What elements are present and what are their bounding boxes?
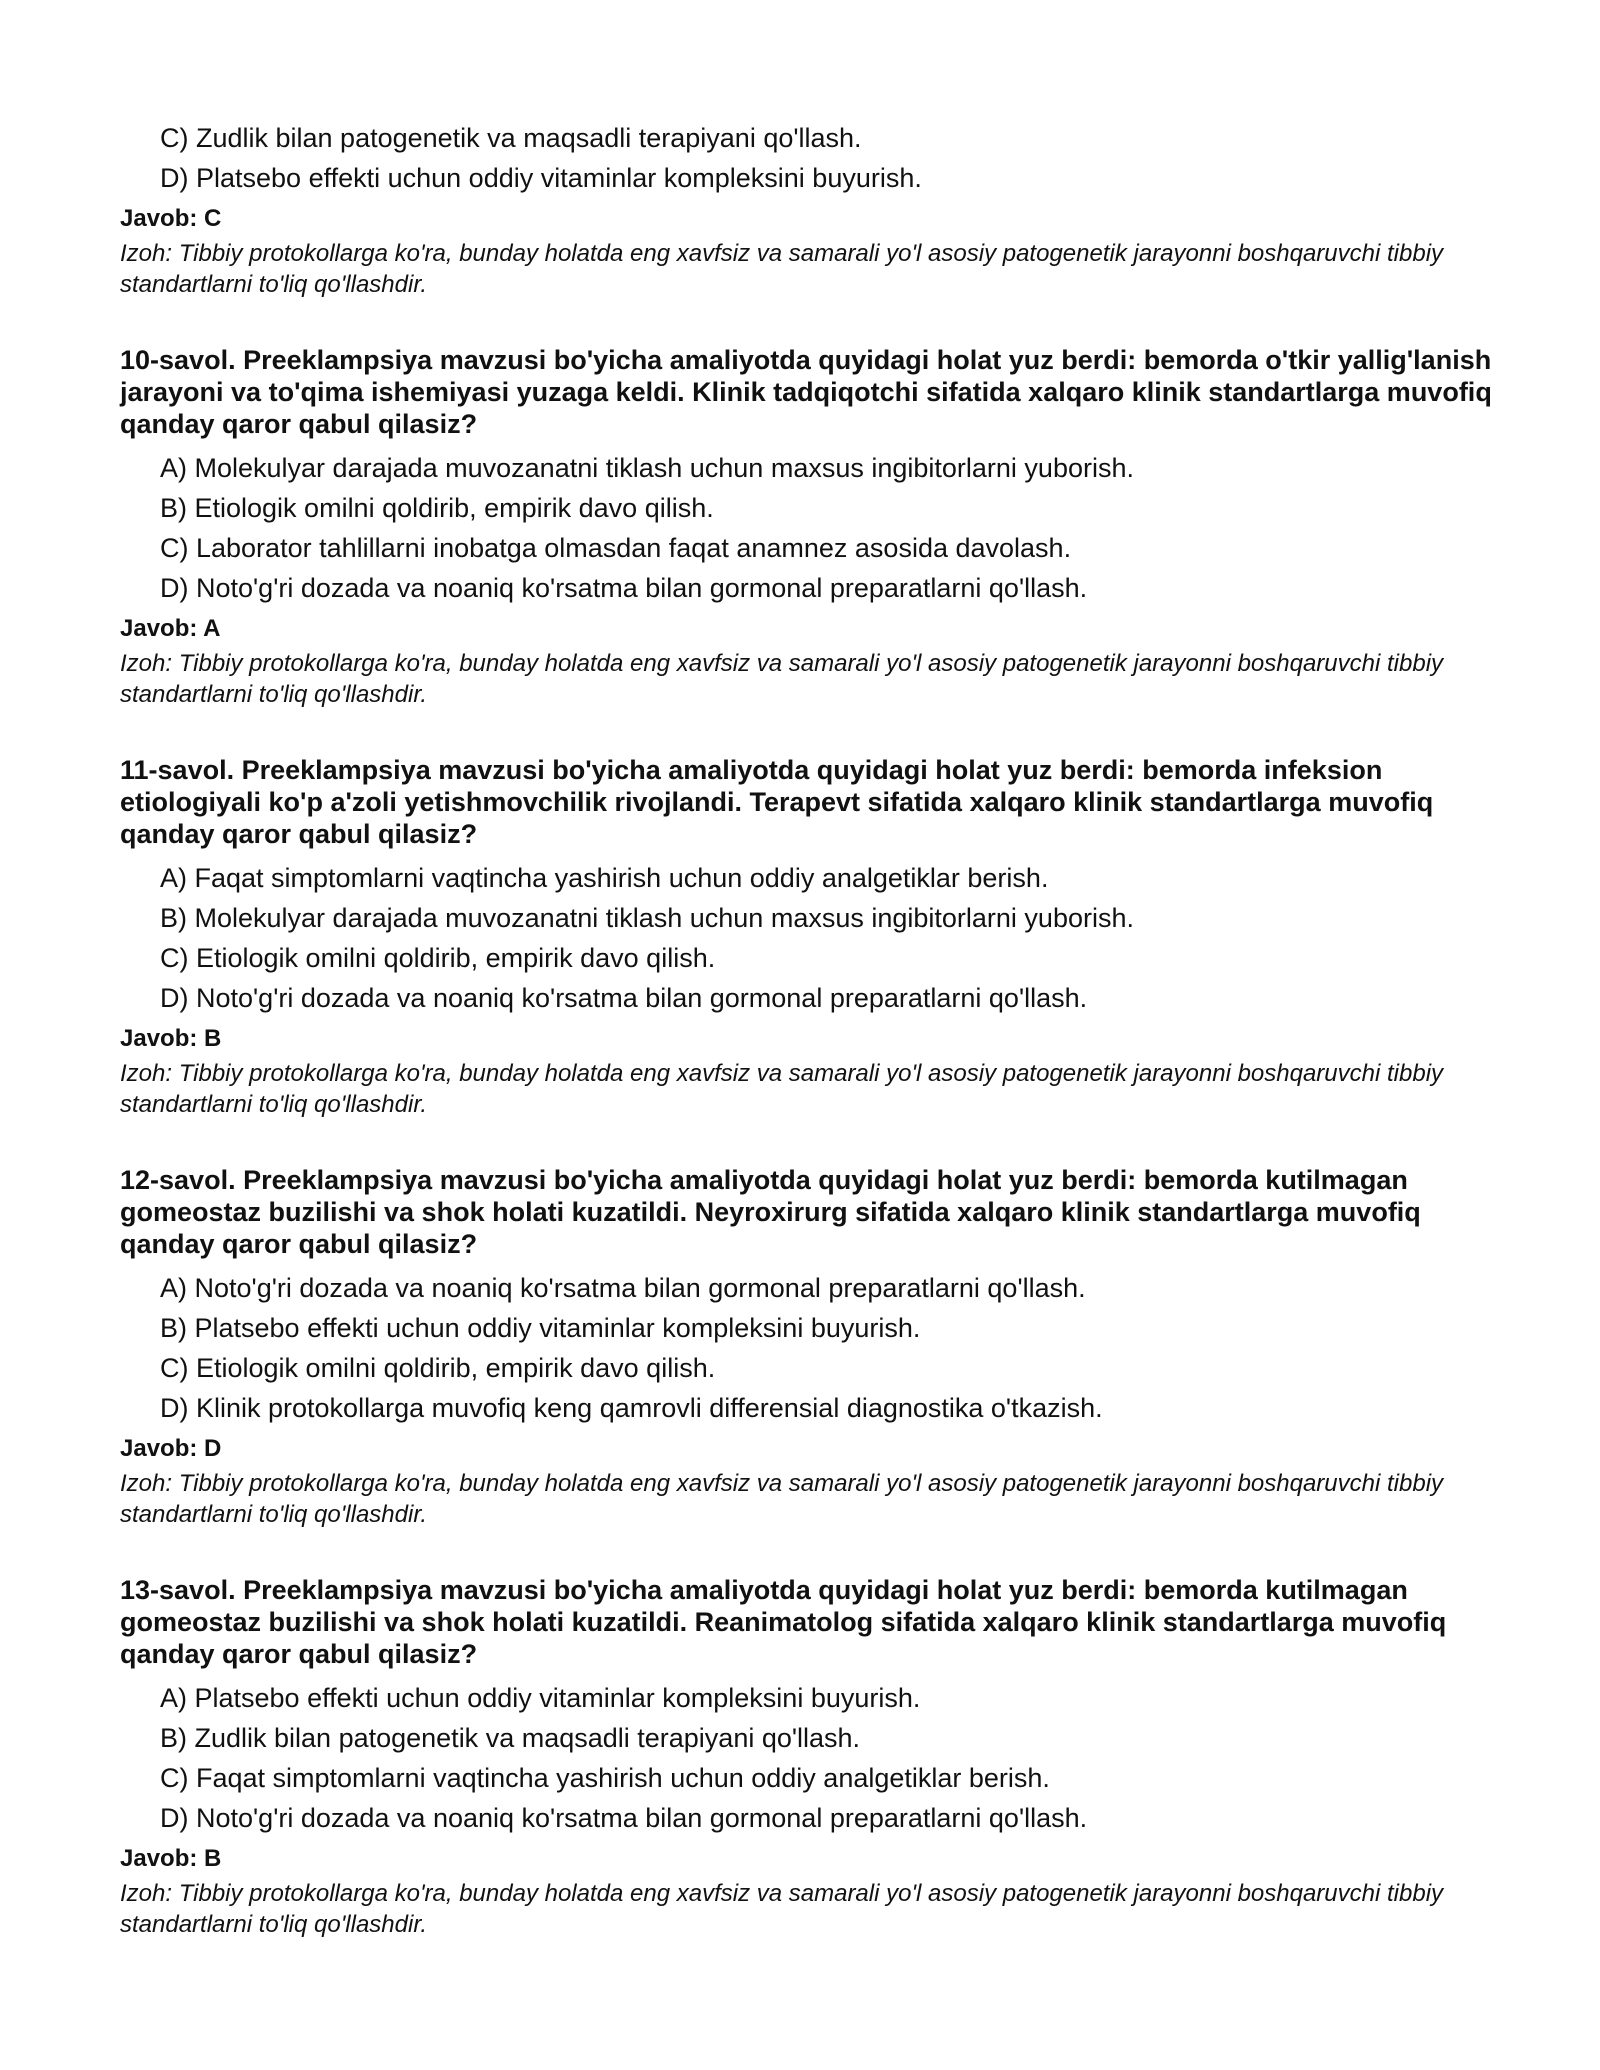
explanation-note: Izoh: Tibbiy protokollarga ko'ra, bunday holatda eng xavfsiz va samarali yo'l asosiy patogenetik jarayonni boshqaruvchi tibbiy standartlarni to'liq qo'llashdir.: [120, 650, 1444, 708]
option-d: D) Platsebo effekti uchun oddiy vitaminlar kompleksini buyurish.: [160, 163, 922, 193]
answer-label: Javob: B: [120, 1845, 222, 1872]
explanation-note: Izoh: Tibbiy protokollarga ko'ra, bunday holatda eng xavfsiz va samarali yo'l asosiy patogenetik jarayonni boshqaruvchi tibbiy standartlarni to'liq qo'llashdir.: [120, 1880, 1444, 1938]
option-c: C) Etiologik omilni qoldirib, empirik davo qilish.: [160, 943, 716, 973]
option-b: B) Molekulyar darajada muvozanatni tiklash uchun maxsus ingibitorlarni yuborish.: [160, 903, 1134, 933]
answer-label: Javob: B: [120, 1025, 222, 1052]
question-11: [120, 754, 1500, 1120]
option-c: C) Zudlik bilan patogenetik va maqsadli terapiyani qo'llash.: [160, 123, 862, 153]
option-b: B) Platsebo effekti uchun oddiy vitaminlar kompleksini buyurish.: [160, 1313, 921, 1343]
answer-label: Javob: A: [120, 615, 221, 642]
explanation-note: Izoh: Tibbiy protokollarga ko'ra, bunday holatda eng xavfsiz va samarali yo'l asosiy patogenetik jarayonni boshqaruvchi tibbiy standartlarni to'liq qo'llashdir.: [120, 1060, 1444, 1118]
option-d: D) Klinik protokollarga muvofiq keng qamrovli differensial diagnostika o'tkazish.: [160, 1393, 1103, 1423]
option-c: C) Laborator tahlillarni inobatga olmasdan faqat anamnez asosida davolash.: [160, 533, 1072, 563]
option-c: C) Etiologik omilni qoldirib, empirik davo qilish.: [160, 1353, 716, 1383]
question-title: 11-savol. Preeklampsiya mavzusi bo'yicha amaliyotda quyidagi holat yuz berdi: bemorda infeksion etiologiyali ko'p a'zoli yetishmovchilik rivojlandi. Terapevt sifatida xalqaro klinik standartlarga muvofiq qanday qaror qabul qilasiz?: [120, 755, 1434, 849]
option-b: B) Zudlik bilan patogenetik va maqsadli terapiyani qo'llash.: [160, 1723, 861, 1753]
previous-question-continuation: [120, 118, 1500, 300]
option-a: A) Faqat simptomlarni vaqtincha yashirish uchun oddiy analgetiklar berish.: [160, 863, 1049, 893]
question-13: [120, 1574, 1500, 1940]
question-12: [120, 1164, 1500, 1530]
option-a: A) Molekulyar darajada muvozanatni tiklash uchun maxsus ingibitorlarni yuborish.: [160, 453, 1134, 483]
answer-label: Javob: D: [120, 1435, 222, 1462]
question-title: 12-savol. Preeklampsiya mavzusi bo'yicha amaliyotda quyidagi holat yuz berdi: bemorda kutilmagan gomeostaz buzilishi va shok holati kuzatildi. Neyroxirurg sifatida xalqaro klinik standartlarga muvofiq qanday qaror qabul qilasiz?: [120, 1165, 1421, 1259]
explanation-note: Izoh: Tibbiy protokollarga ko'ra, bunday holatda eng xavfsiz va samarali yo'l asosiy patogenetik jarayonni boshqaruvchi tibbiy standartlarni to'liq qo'llashdir.: [120, 240, 1444, 298]
option-d: D) Noto'g'ri dozada va noaniq ko'rsatma bilan gormonal preparatlarni qo'llash.: [160, 1803, 1088, 1833]
explanation-note: Izoh: Tibbiy protokollarga ko'ra, bunday holatda eng xavfsiz va samarali yo'l asosiy patogenetik jarayonni boshqaruvchi tibbiy standartlarni to'liq qo'llashdir.: [120, 1470, 1444, 1528]
option-c: C) Faqat simptomlarni vaqtincha yashirish uchun oddiy analgetiklar berish.: [160, 1763, 1050, 1793]
answer-label: Javob: C: [120, 205, 222, 232]
question-title: 10-savol. Preeklampsiya mavzusi bo'yicha amaliyotda quyidagi holat yuz berdi: bemorda o'tkir yallig'lanish jarayoni va to'qima ishemiyasi yuzaga keldi. Klinik tadqiqotchi sifatida xalqaro klinik standartlarga muvofiq qanday qaror qabul qilasiz?: [120, 345, 1492, 439]
option-a: A) Platsebo effekti uchun oddiy vitaminlar kompleksini buyurish.: [160, 1683, 921, 1713]
question-title: 13-savol. Preeklampsiya mavzusi bo'yicha amaliyotda quyidagi holat yuz berdi: bemorda kutilmagan gomeostaz buzilishi va shok holati kuzatildi. Reanimatolog sifatida xalqaro klinik standartlarga muvofiq qanday qaror qabul qilasiz?: [120, 1575, 1447, 1669]
option-d: D) Noto'g'ri dozada va noaniq ko'rsatma bilan gormonal preparatlarni qo'llash.: [160, 573, 1088, 603]
option-a: A) Noto'g'ri dozada va noaniq ko'rsatma bilan gormonal preparatlarni qo'llash.: [160, 1273, 1086, 1303]
option-d: D) Noto'g'ri dozada va noaniq ko'rsatma bilan gormonal preparatlarni qo'llash.: [160, 983, 1088, 1013]
option-b: B) Etiologik omilni qoldirib, empirik davo qilish.: [160, 493, 714, 523]
question-10: [120, 344, 1500, 710]
